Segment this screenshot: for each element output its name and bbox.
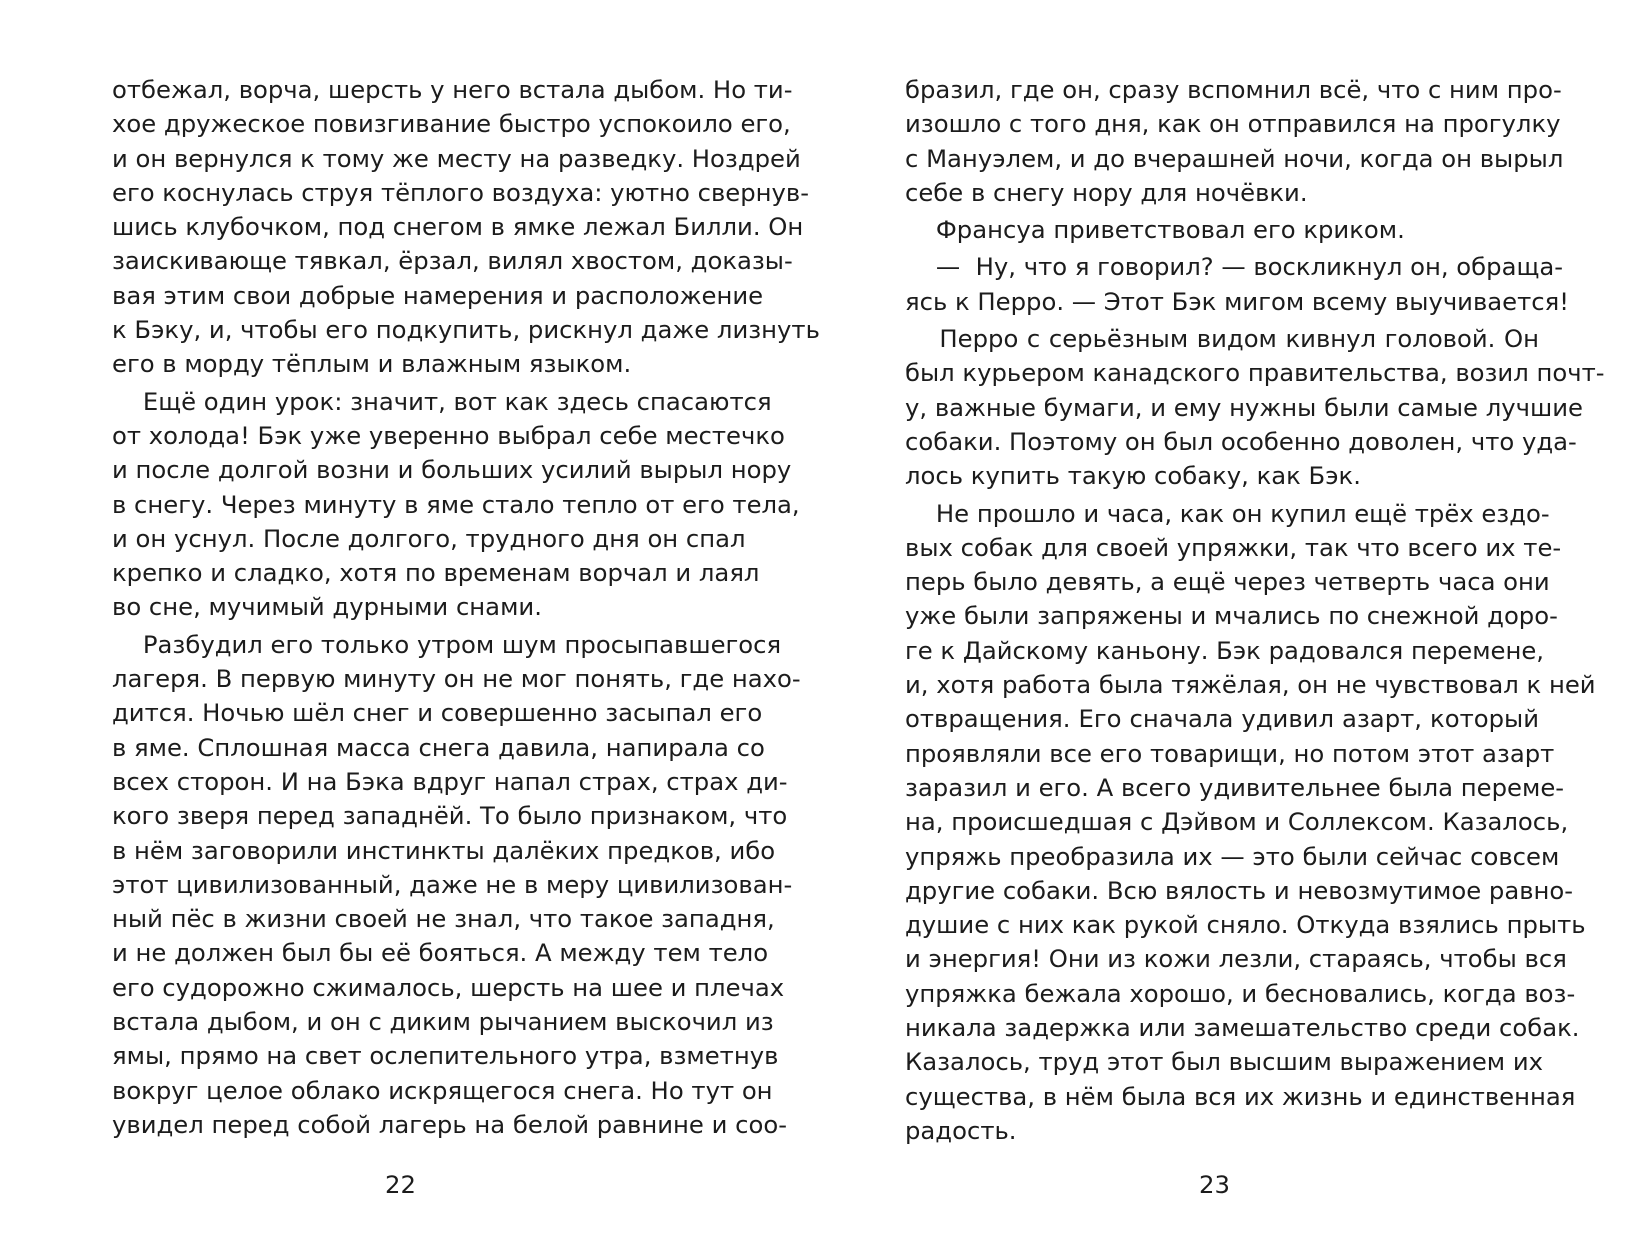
text-line: кого зверя перед западнёй. То было признаком, что [112, 801, 788, 831]
text-line: встала дыбом, и он с диким рычанием выскочил из [112, 1007, 774, 1037]
paragraph [112, 73, 820, 382]
text-line: крепко и сладко, хотя по временам ворчал и лаял [112, 558, 760, 588]
text-line: к Бэку, и, чтобы его подкупить, рискнул даже лизнуть [112, 315, 820, 345]
text-line: душие с них как рукой сняло. Откуда взялись прыть [905, 910, 1586, 940]
text-line: его судорожно сжималось, шерсть на шее и плечах [112, 972, 785, 1002]
text-line: и после долгой возни и больших усилий вырыл нору [112, 455, 792, 485]
right-page-text [905, 73, 1605, 1148]
right-page-number: 23 [1199, 1170, 1230, 1199]
right-page [815, 0, 1630, 1252]
text-line: вокруг целое облако искрящегося снега. Но тут он [112, 1075, 773, 1105]
paragraph [905, 497, 1596, 1149]
left-page-text [112, 73, 820, 1142]
text-line: увидел перед собой лагерь на белой равнине и соо- [112, 1109, 787, 1139]
text-line: уже были запряжены и мчались по снежной доро- [905, 601, 1558, 631]
text-line: изошло с того дня, как он отправился на прогулку [905, 109, 1561, 139]
text-line: отбежал, ворча, шерсть у него встала дыбом. Но ти- [112, 75, 793, 104]
text-line: ге к Дайскому каньону. Бэк радовался перемене, [905, 635, 1545, 665]
text-line: Казалось, труд этот был высшим выражением их [905, 1047, 1544, 1077]
text-line: и, хотя работа была тяжёлая, он не чувствовал к ней [905, 670, 1596, 700]
text-line: и энергия! Они из кожи лезли, стараясь, чтобы вся [905, 944, 1567, 974]
text-line: радость. [905, 1115, 1017, 1145]
text-line: проявляли все его товарищи, но потом этот азарт [905, 738, 1555, 768]
text-line: его коснулась струя тёплого воздуха: уютно свернув- [112, 177, 809, 207]
text-line: лось купить такую собаку, как Бэк. [905, 461, 1361, 491]
text-line: отвращения. Его сначала удивил азарт, который [905, 704, 1539, 734]
text-line: был курьером канадского правительства, возил почт- [905, 358, 1605, 388]
text-line: Не прошло и часа, как он купил ещё трёх ездо- [905, 498, 1550, 528]
text-line: дится. Ночью шёл снег и совершенно засыпал его [112, 698, 763, 728]
text-line: собаки. Поэтому он был особенно доволен, что уда- [905, 426, 1577, 456]
text-line: хое дружеское повизгивание быстро успокоило его, [112, 109, 791, 139]
paragraph [905, 213, 1539, 247]
text-line: — Ну, что я говорил? — воскликнул он, обраща- [905, 252, 1563, 282]
text-line: Франсуа приветствовал его криком. [905, 215, 1405, 245]
text-line: в яме. Сплошная масса снега давила, напирала со [112, 732, 765, 762]
paragraph [905, 250, 1569, 319]
text-line: себе в снегу нору для ночёвки. [905, 177, 1308, 207]
text-line: и он уснул. После долгого, трудного дня он спал [112, 523, 746, 553]
text-line: и он вернулся к тому же месту на разведку. Ноздрей [112, 143, 801, 173]
text-line: Перро с серьёзным видом кивнул головой. Он [905, 324, 1539, 354]
text-line: его в морду тёплым и влажным языком. [112, 349, 632, 379]
text-line: во сне, мучимый дурными снами. [112, 592, 542, 622]
text-line: никала задержка или замешательство среди собак. [905, 1013, 1580, 1043]
text-line: этот цивилизованный, даже не в меру цивилизован- [112, 869, 793, 899]
paragraph [905, 73, 1564, 210]
text-line: в снегу. Через минуту в яме стало тепло от его тела, [112, 489, 800, 519]
text-line: бразил, где он, сразу вспомнил всё, что с ним про- [905, 75, 1562, 104]
text-line: в нём заговорили инстинкты далёких предков, ибо [112, 835, 776, 865]
text-line: всех сторон. И на Бэка вдруг напал страх, страх ди- [112, 766, 788, 796]
text-line: с Мануэлем, и до вчерашней ночи, когда он вырыл [905, 143, 1564, 173]
text-line: перь было девять, а ещё через четверть часа они [905, 567, 1550, 597]
text-line: Ещё один урок: значит, вот как здесь спасаются [112, 386, 772, 416]
left-page-number: 22 [385, 1170, 416, 1199]
text-line: существа, в нём была вся их жизнь и единственная [905, 1081, 1576, 1111]
text-line: лагеря. В первую минуту он не мог понять, где нахо- [112, 664, 801, 694]
paragraph [112, 385, 800, 625]
text-line: у, важные бумаги, и ему нужны были самые лучшие [905, 392, 1583, 422]
paragraph [905, 322, 1605, 493]
text-line: Разбудил его только утром шум просыпавшегося [112, 629, 782, 659]
paragraph [112, 628, 801, 1142]
text-line: ямы, прямо на свет ослепительного утра, взметнув [112, 1041, 779, 1071]
text-line: вых собак для своей упряжки, так что всего их те- [905, 532, 1562, 562]
text-line: шись клубочком, под снегом в ямке лежал Билли. Он [112, 212, 804, 242]
text-line: заискивающе тявкал, ёрзал, вилял хвостом, доказы- [112, 246, 793, 276]
text-line: вая этим свои добрые намерения и расположение [112, 280, 764, 310]
text-line: ясь к Перро. — Этот Бэк мигом всему выучивается! [905, 286, 1569, 316]
text-line: другие собаки. Всю вялость и невозмутимое равно- [905, 875, 1574, 905]
text-line: и не должен был бы её бояться. А между тем тело [112, 938, 769, 968]
text-line: упряжь преобразила их — это были сейчас совсем [905, 841, 1560, 871]
text-line: упряжка бежала хорошо, и бесновались, когда воз- [905, 978, 1576, 1008]
text-line: заразил и его. А всего удивительнее была переме- [905, 772, 1565, 802]
text-line: на, происшедшая с Дэйвом и Соллексом. Казалось, [905, 807, 1569, 837]
text-line: от холода! Бэк уже уверенно выбрал себе местечко [112, 420, 785, 450]
text-line: ный пёс в жизни своей не знал, что такое западня, [112, 904, 775, 934]
